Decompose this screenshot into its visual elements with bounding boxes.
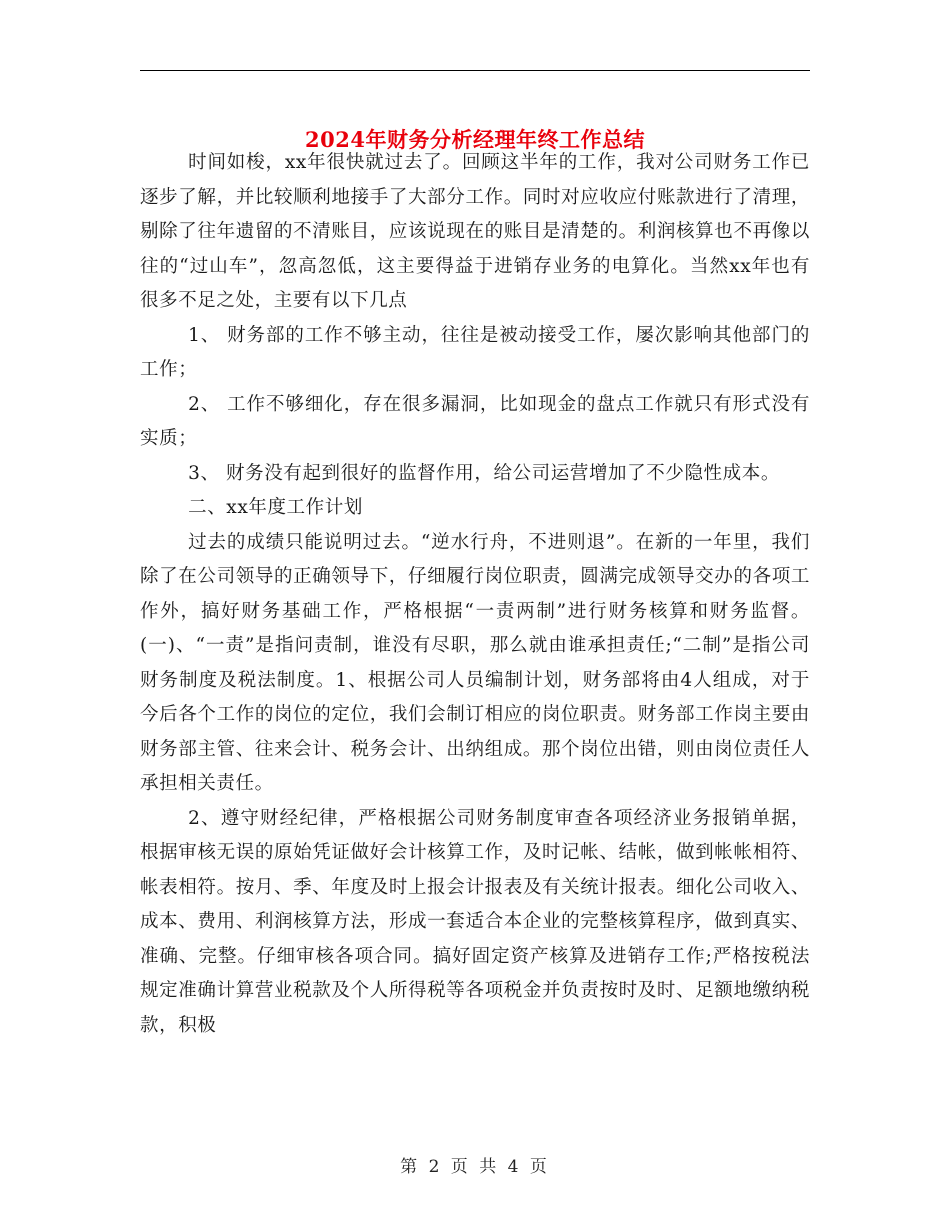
paragraph-intro: 时间如梭，xx年很快就过去了。回顾这半年的工作，我对公司财务工作已逐步了解，并比较顺利地接手了大部分工作。同时对应收应付账款进行了清理，剔除了往年遗留的不清账目，应该说现在的账目是清楚的。利润核算也不再像以往的“过山车”，忽高忽低，这主要得益于进销存业务的电算化。当然xx年也有很多不足之处，主要有以下几点 <box>140 152 810 311</box>
paragraph-plan-2: 2、遵守财经纪律，严格根据公司财务制度审查各项经济业务报销单据，根据审核无误的原始凭证做好会计核算工作，及时记帐、结帐，做到帐帐相符、帐表相符。按月、季、年度及时上报会计报表及有关统计报表。细化公司收入、成本、费用、利润核算方法，形成一套适合本企业的完整核算程序，做到真实、准确、完整。仔细审核各项合同。搞好固定资产核算及进销存工作;严格按税法规定准确计算营业税款及个人所得税等各项税金并负责按时及时、足额地缴纳税款，积极 <box>140 807 810 1036</box>
paragraph-point-3: 3、 财务没有起到很好的监督作用，给公司运营增加了不少隐性成本。 <box>188 462 780 484</box>
document-body <box>140 146 810 1043</box>
document-title: 2024年财务分析经理年终工作总结 <box>305 127 645 153</box>
section-heading-plan: 二、xx年度工作计划 <box>188 497 363 518</box>
header-rule <box>140 70 810 71</box>
page-number: 第 2 页 共 4 页 <box>400 1157 550 1177</box>
paragraph-point-1: 1、 财务部的工作不够主动，往往是被动接受工作，屡次影响其他部门的工作； <box>140 324 810 380</box>
paragraph-point-2: 2、 工作不够细化，存在很多漏洞，比如现金的盘点工作就只有形式没有实质； <box>140 393 810 449</box>
paragraph-plan-1: 过去的成绩只能说明过去。“逆水行舟，不进则退”。在新的一年里，我们除了在公司领导的正确领导下，仔细履行岗位职责，圆满完成领导交办的各项工作外，搞好财务基础工作，严格根据“一责两制”进行财务核算和财务监督。(一)、“一责”是指问责制，谁没有尽职，那么就由谁承担责任;“二制”是指公司财务制度及税法制度。1、根据公司人员编制计划，财务部将由4人组成，对于今后各个工作的岗位的定位，我们会制订相应的岗位职责。财务部工作岗主要由财务部主管、往来会计、税务会计、出纳组成。那个岗位出错，则由岗位责任人承担相关责任。 <box>140 531 810 794</box>
